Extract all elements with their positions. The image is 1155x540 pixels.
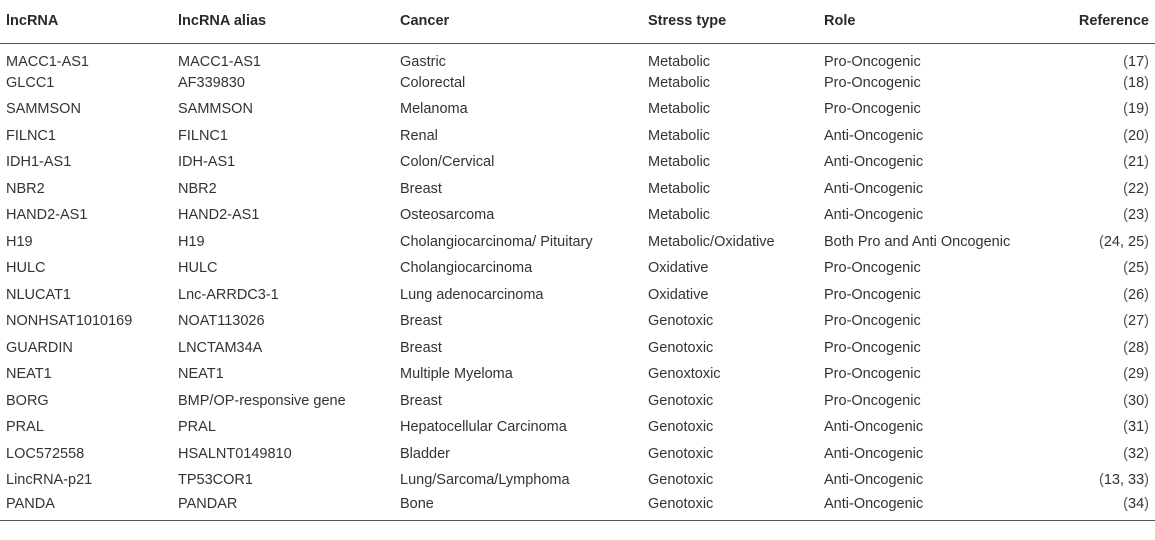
- table-row: [0, 308, 1155, 335]
- cell-cancer: Lung adenocarcinoma: [400, 286, 544, 303]
- cell-stress-type: Metabolic: [648, 154, 711, 171]
- reference-link[interactable]: 28: [1128, 339, 1145, 356]
- header-lncrna: lncRNA: [0, 0, 178, 43]
- cell-stress-type: Metabolic: [648, 127, 711, 144]
- cell-cancer: Colorectal: [400, 74, 466, 91]
- reference-link[interactable]: 20: [1128, 127, 1145, 144]
- table-row: [0, 441, 1155, 468]
- cell-reference: [1072, 282, 1155, 309]
- cell-lncrna-alias: HAND2-AS1: [178, 207, 260, 224]
- cell-lncrna-alias: TP53COR1: [178, 472, 253, 489]
- cell-reference: [1072, 335, 1155, 362]
- header-stress-type: Stress type: [648, 0, 824, 43]
- reference-link[interactable]: 19: [1128, 101, 1145, 118]
- header-cancer: Cancer: [400, 0, 648, 43]
- reference-open-paren: (: [1123, 339, 1129, 356]
- cell-reference: [1072, 96, 1155, 123]
- cell-cancer: Cholangiocarcinoma: [400, 260, 533, 277]
- reference-link[interactable]: 24, 25: [1103, 233, 1145, 250]
- cell-lncrna-alias: SAMMSON: [178, 101, 253, 118]
- cell-stress-type: Metabolic: [648, 74, 711, 91]
- cell-reference: [1072, 494, 1155, 521]
- cell-lncrna: GUARDIN: [6, 339, 73, 356]
- cell-lncrna-alias: Lnc-ARRDC3-1: [178, 286, 279, 303]
- table-body: [0, 43, 1155, 520]
- reference-link[interactable]: 26: [1128, 286, 1145, 303]
- reference-close-paren: ): [1144, 127, 1149, 144]
- reference-open-paren: (: [1123, 101, 1129, 118]
- reference-link[interactable]: 32: [1128, 445, 1145, 462]
- cell-lncrna: NEAT1: [6, 366, 52, 383]
- cell-cancer: Breast: [400, 392, 442, 409]
- cell-reference: [1072, 308, 1155, 335]
- cell-cancer: Lung/Sarcoma/Lymphoma: [400, 472, 570, 489]
- table-row: [0, 176, 1155, 203]
- cell-reference: [1072, 441, 1155, 468]
- cell-lncrna-alias: PRAL: [178, 419, 216, 436]
- reference-close-paren: ): [1144, 339, 1149, 356]
- cell-reference: [1072, 255, 1155, 282]
- cell-reference: [1072, 43, 1155, 70]
- cell-role: Anti-Oncogenic: [824, 207, 924, 224]
- cell-lncrna: LincRNA-p21: [6, 472, 93, 489]
- reference-open-paren: (: [1123, 154, 1129, 171]
- cell-role: Anti-Oncogenic: [824, 419, 924, 436]
- reference-close-paren: ): [1144, 366, 1149, 383]
- reference-link[interactable]: 25: [1128, 260, 1145, 277]
- cell-stress-type: Oxidative: [648, 286, 709, 303]
- reference-link[interactable]: 17: [1128, 53, 1145, 70]
- reference-close-paren: ): [1144, 419, 1149, 436]
- cell-lncrna: HAND2-AS1: [6, 207, 88, 224]
- cell-role: Pro-Oncogenic: [824, 260, 921, 277]
- table-row: [0, 335, 1155, 362]
- table-row: [0, 123, 1155, 150]
- cell-lncrna-alias: IDH-AS1: [178, 154, 236, 171]
- cell-stress-type: Genotoxic: [648, 339, 714, 356]
- cell-lncrna-alias: BMP/OP-responsive gene: [178, 392, 346, 409]
- reference-open-paren: (: [1123, 207, 1129, 224]
- reference-close-paren: ): [1144, 445, 1149, 462]
- cell-cancer: Colon/Cervical: [400, 154, 495, 171]
- cell-reference: [1072, 202, 1155, 229]
- cell-reference: [1072, 70, 1155, 97]
- cell-stress-type: Metabolic: [648, 207, 711, 224]
- reference-link[interactable]: 22: [1128, 180, 1145, 197]
- reference-close-paren: ): [1144, 154, 1149, 171]
- cell-stress-type: Metabolic: [648, 53, 711, 70]
- cell-role: Anti-Oncogenic: [824, 494, 1072, 521]
- reference-link[interactable]: 27: [1128, 313, 1145, 330]
- cell-reference: [1072, 176, 1155, 203]
- reference-open-paren: (: [1123, 180, 1129, 197]
- cell-reference: [1072, 467, 1155, 494]
- reference-link[interactable]: 34: [1128, 495, 1145, 512]
- cell-role: Pro-Oncogenic: [824, 286, 921, 303]
- cell-lncrna-alias: NBR2: [178, 180, 217, 197]
- reference-close-paren: ): [1144, 233, 1149, 250]
- cell-lncrna-alias: HSALNT0149810: [178, 445, 292, 462]
- cell-role: Anti-Oncogenic: [824, 180, 924, 197]
- cell-stress-type: Oxidative: [648, 260, 709, 277]
- cell-cancer: Cholangiocarcinoma/ Pituitary: [400, 233, 593, 250]
- reference-link[interactable]: 21: [1128, 154, 1145, 171]
- reference-close-paren: ): [1144, 180, 1149, 197]
- cell-cancer: Melanoma: [400, 101, 468, 118]
- table-row: [0, 96, 1155, 123]
- cell-cancer: Gastric: [400, 53, 446, 70]
- cell-role: Anti-Oncogenic: [824, 154, 924, 171]
- cell-lncrna: SAMMSON: [6, 101, 81, 118]
- reference-open-paren: (: [1123, 313, 1129, 330]
- reference-close-paren: ): [1144, 53, 1149, 70]
- cell-role: Pro-Oncogenic: [824, 53, 921, 70]
- cell-stress-type: Genotoxic: [648, 472, 714, 489]
- cell-stress-type: Genotoxic: [648, 392, 714, 409]
- cell-stress-type: Metabolic/Oxidative: [648, 233, 775, 250]
- cell-cancer: Bone: [400, 494, 648, 521]
- cell-stress-type: Genotoxic: [648, 445, 714, 462]
- table-row: [0, 388, 1155, 415]
- cell-reference: [1072, 414, 1155, 441]
- table-row: [0, 255, 1155, 282]
- cell-lncrna-alias: NOAT113026: [178, 313, 265, 330]
- reference-link[interactable]: 13, 33: [1103, 472, 1145, 489]
- reference-open-paren: (: [1123, 53, 1129, 70]
- cell-reference: [1072, 361, 1155, 388]
- cell-lncrna: MACC1-AS1: [6, 53, 89, 70]
- table-header: [0, 0, 1155, 43]
- cell-cancer: Renal: [400, 127, 438, 144]
- reference-close-paren: ): [1144, 207, 1149, 224]
- cell-cancer: Multiple Myeloma: [400, 366, 513, 383]
- cell-lncrna: NLUCAT1: [6, 286, 71, 303]
- cell-lncrna: NONHSAT1010169: [6, 313, 133, 330]
- cell-lncrna: H19: [6, 233, 33, 250]
- cell-role: Anti-Oncogenic: [824, 127, 924, 144]
- cell-lncrna-alias: NEAT1: [178, 366, 224, 383]
- cell-stress-type: Genotoxic: [648, 419, 714, 436]
- reference-link[interactable]: 30: [1128, 392, 1145, 409]
- header-row: [0, 0, 1155, 43]
- table-row: [0, 149, 1155, 176]
- table-row: [0, 70, 1155, 97]
- reference-open-paren: (: [1098, 472, 1104, 489]
- cell-role: Pro-Oncogenic: [824, 339, 921, 356]
- cell-role: Anti-Oncogenic: [824, 472, 924, 489]
- reference-link[interactable]: 23: [1128, 207, 1145, 224]
- header-role: Role: [824, 0, 1072, 43]
- reference-close-paren: ): [1144, 101, 1149, 118]
- reference-open-paren: (: [1123, 419, 1129, 436]
- table-row: [0, 282, 1155, 309]
- cell-reference: [1072, 388, 1155, 415]
- reference-open-paren: (: [1123, 392, 1129, 409]
- table-row: [0, 494, 1155, 521]
- cell-lncrna-alias: PANDAR: [178, 494, 400, 521]
- cell-lncrna: GLCC1: [6, 74, 55, 91]
- reference-open-paren: (: [1123, 445, 1129, 462]
- cell-lncrna: FILNC1: [6, 127, 56, 144]
- cell-role: Pro-Oncogenic: [824, 101, 921, 118]
- cell-stress-type: Genoxtoxic: [648, 366, 721, 383]
- table-row: [0, 43, 1155, 70]
- cell-lncrna: BORG: [6, 392, 49, 409]
- cell-lncrna-alias: FILNC1: [178, 127, 228, 144]
- reference-close-paren: ): [1144, 392, 1149, 409]
- reference-open-paren: (: [1123, 286, 1129, 303]
- table-row: [0, 229, 1155, 256]
- cell-role: Pro-Oncogenic: [824, 366, 921, 383]
- reference-close-paren: ): [1144, 313, 1149, 330]
- reference-close-paren: ): [1144, 472, 1149, 489]
- reference-open-paren: (: [1098, 233, 1104, 250]
- cell-lncrna: LOC572558: [6, 445, 85, 462]
- reference-link[interactable]: 18: [1128, 74, 1145, 91]
- reference-close-paren: ): [1144, 74, 1149, 91]
- cell-lncrna: PANDA: [0, 494, 178, 521]
- reference-open-paren: (: [1123, 127, 1129, 144]
- cell-reference: [1072, 229, 1155, 256]
- header-reference: Reference: [1072, 0, 1155, 43]
- table-row: [0, 414, 1155, 441]
- reference-close-paren: ): [1144, 495, 1149, 512]
- cell-stress-type: Metabolic: [648, 101, 711, 118]
- reference-link[interactable]: 31: [1128, 419, 1145, 436]
- cell-lncrna-alias: AF339830: [178, 74, 245, 91]
- cell-role: Both Pro and Anti Oncogenic: [824, 233, 1011, 250]
- cell-lncrna: PRAL: [6, 419, 44, 436]
- cell-cancer: Osteosarcoma: [400, 207, 495, 224]
- cell-role: Pro-Oncogenic: [824, 74, 921, 91]
- reference-close-paren: ): [1144, 286, 1149, 303]
- cell-cancer: Breast: [400, 180, 442, 197]
- cell-cancer: Breast: [400, 313, 442, 330]
- cell-cancer: Bladder: [400, 445, 450, 462]
- table-row: [0, 361, 1155, 388]
- cell-stress-type: Genotoxic: [648, 313, 714, 330]
- cell-stress-type: Genotoxic: [648, 494, 824, 521]
- cell-lncrna-alias: HULC: [178, 260, 218, 277]
- cell-reference: [1072, 123, 1155, 150]
- reference-open-paren: (: [1123, 260, 1129, 277]
- reference-open-paren: (: [1123, 495, 1129, 512]
- cell-reference: [1072, 149, 1155, 176]
- cell-lncrna-alias: H19: [178, 233, 205, 250]
- cell-role: Pro-Oncogenic: [824, 392, 921, 409]
- cell-role: Anti-Oncogenic: [824, 445, 924, 462]
- header-lncrna-alias: lncRNA alias: [178, 0, 400, 43]
- reference-open-paren: (: [1123, 366, 1129, 383]
- cell-lncrna-alias: MACC1-AS1: [178, 53, 261, 70]
- reference-link[interactable]: 29: [1128, 366, 1145, 383]
- cell-cancer: Breast: [400, 339, 442, 356]
- cell-stress-type: Metabolic: [648, 180, 711, 197]
- cell-cancer: Hepatocellular Carcinoma: [400, 419, 567, 436]
- cell-lncrna: IDH1-AS1: [6, 154, 72, 171]
- cell-lncrna-alias: LNCTAM34A: [178, 339, 263, 356]
- reference-open-paren: (: [1123, 74, 1129, 91]
- reference-close-paren: ): [1144, 260, 1149, 277]
- table-row: [0, 202, 1155, 229]
- cell-lncrna: NBR2: [6, 180, 45, 197]
- cell-role: Pro-Oncogenic: [824, 313, 921, 330]
- cell-lncrna: HULC: [6, 260, 46, 277]
- table-row: [0, 467, 1155, 494]
